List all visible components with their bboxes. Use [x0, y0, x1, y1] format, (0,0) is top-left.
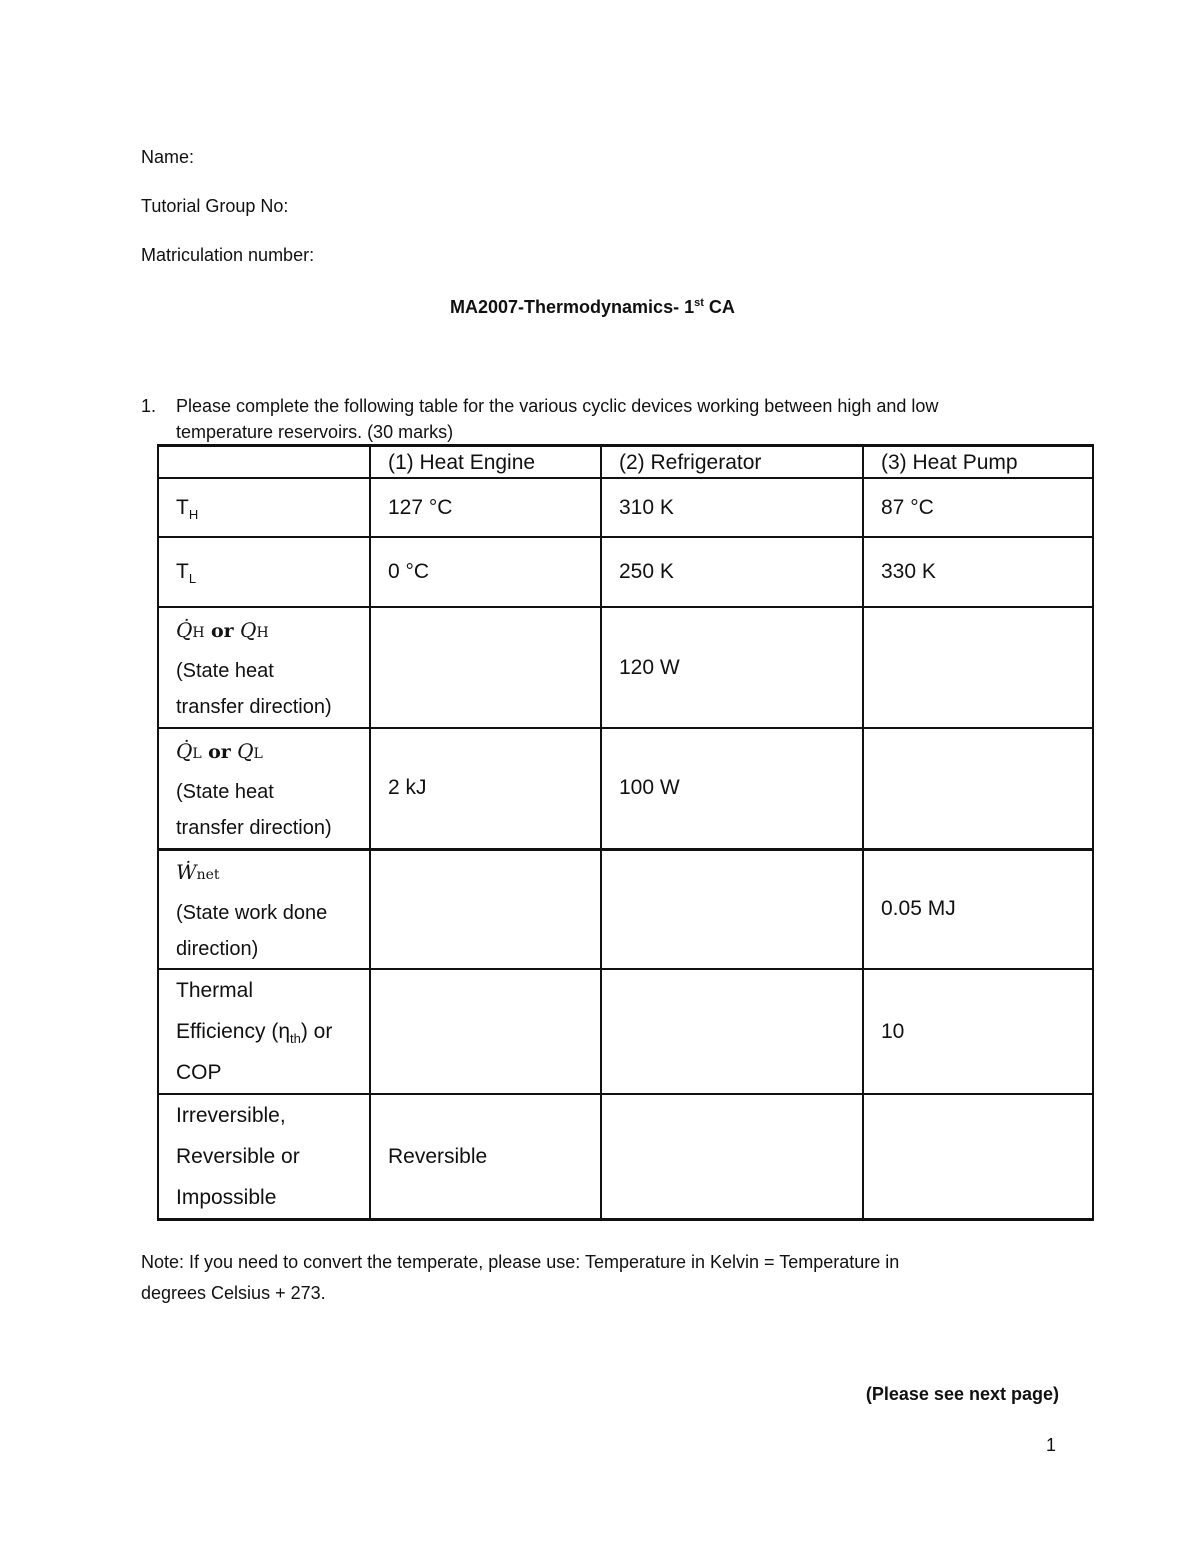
- table-cell: [601, 849, 863, 969]
- table-cell: 10: [863, 969, 1093, 1094]
- table-cell: [863, 1094, 1093, 1220]
- table-row-th: [158, 478, 1093, 537]
- row-label-reversibility: Irreversible, Reversible or Impossible: [158, 1094, 370, 1220]
- table-row-ql: [158, 728, 1093, 849]
- row-label-wnet: Ẇnet (State work done direction): [158, 849, 370, 969]
- qh-symbol: Q̇H or QH: [176, 618, 269, 642]
- table-cell: 127 °C: [370, 478, 601, 537]
- table-cell: [370, 607, 601, 728]
- table-cell: [370, 969, 601, 1094]
- table-cell: Reversible: [370, 1094, 601, 1220]
- title-main: MA2007-Thermodynamics- 1: [450, 297, 695, 317]
- row-label-qh: Q̇H or QH (State heat transfer direction): [158, 607, 370, 728]
- row-label-th: $T_H$: [158, 478, 370, 537]
- question-line-1: Please complete the following table for the various cyclic devices working between high and low: [176, 396, 939, 416]
- table-cell: 250 K: [601, 537, 863, 607]
- ql-symbol: Q̇L or QL: [176, 738, 263, 763]
- header-cell-empty: [158, 446, 370, 479]
- table-cell: 120 W: [601, 607, 863, 728]
- document-title: [450, 296, 735, 318]
- matriculation-label: Matriculation number:: [141, 245, 315, 265]
- table-cell: 330 K: [863, 537, 1093, 607]
- header-refrigerator: (2) Refrigerator: [601, 446, 863, 479]
- table-cell: 0 °C: [370, 537, 601, 607]
- question-line-2: temperature reservoirs. (30 marks): [176, 422, 454, 442]
- table-row-qh: [158, 607, 1093, 728]
- wnet-symbol: Ẇnet: [176, 859, 220, 884]
- table-row-tl: [158, 537, 1093, 607]
- table-cell: 100 W: [601, 728, 863, 849]
- row-label-efficiency: Thermal Efficiency $(\eta_{th})$ or COP: [158, 969, 370, 1094]
- table-cell: [601, 1094, 863, 1220]
- table-cell: 0.05 MJ: [863, 849, 1093, 969]
- table-cell: [370, 849, 601, 969]
- table-cell: 87 °C: [863, 478, 1093, 537]
- table-cell: 310 K: [601, 478, 863, 537]
- note-line-1: Note: If you need to convert the temperate, please use: Temperature in Kelvin = Temperature in: [141, 1252, 900, 1272]
- table-header-row: [158, 446, 1093, 479]
- question-number: 1.: [141, 396, 157, 416]
- table-cell: 2 kJ: [370, 728, 601, 849]
- title-suffix: CA: [703, 297, 735, 317]
- table-cell: [863, 607, 1093, 728]
- header-heat-engine: (1) Heat Engine: [370, 446, 601, 479]
- tutorial-group-label: Tutorial Group No:: [141, 196, 289, 216]
- table-cell: [863, 728, 1093, 849]
- table-row-reversibility: [158, 1094, 1093, 1220]
- header-heat-pump: (3) Heat Pump: [863, 446, 1093, 479]
- note-line-2: degrees Celsius + 273.: [141, 1283, 326, 1303]
- cyclic-devices-table: [157, 444, 1094, 1221]
- name-label: Name:: [141, 147, 195, 167]
- table-cell: [601, 969, 863, 1094]
- row-label-tl: $T_L$: [158, 537, 370, 607]
- table-row-efficiency: [158, 969, 1093, 1094]
- table-row-wnet: [158, 849, 1093, 969]
- next-page-note: (Please see next page): [865, 1384, 1059, 1404]
- title-sup: st: [694, 297, 704, 309]
- row-label-ql: Q̇L or QL (State heat transfer direction): [158, 728, 370, 849]
- page-number: 1: [1045, 1435, 1056, 1455]
